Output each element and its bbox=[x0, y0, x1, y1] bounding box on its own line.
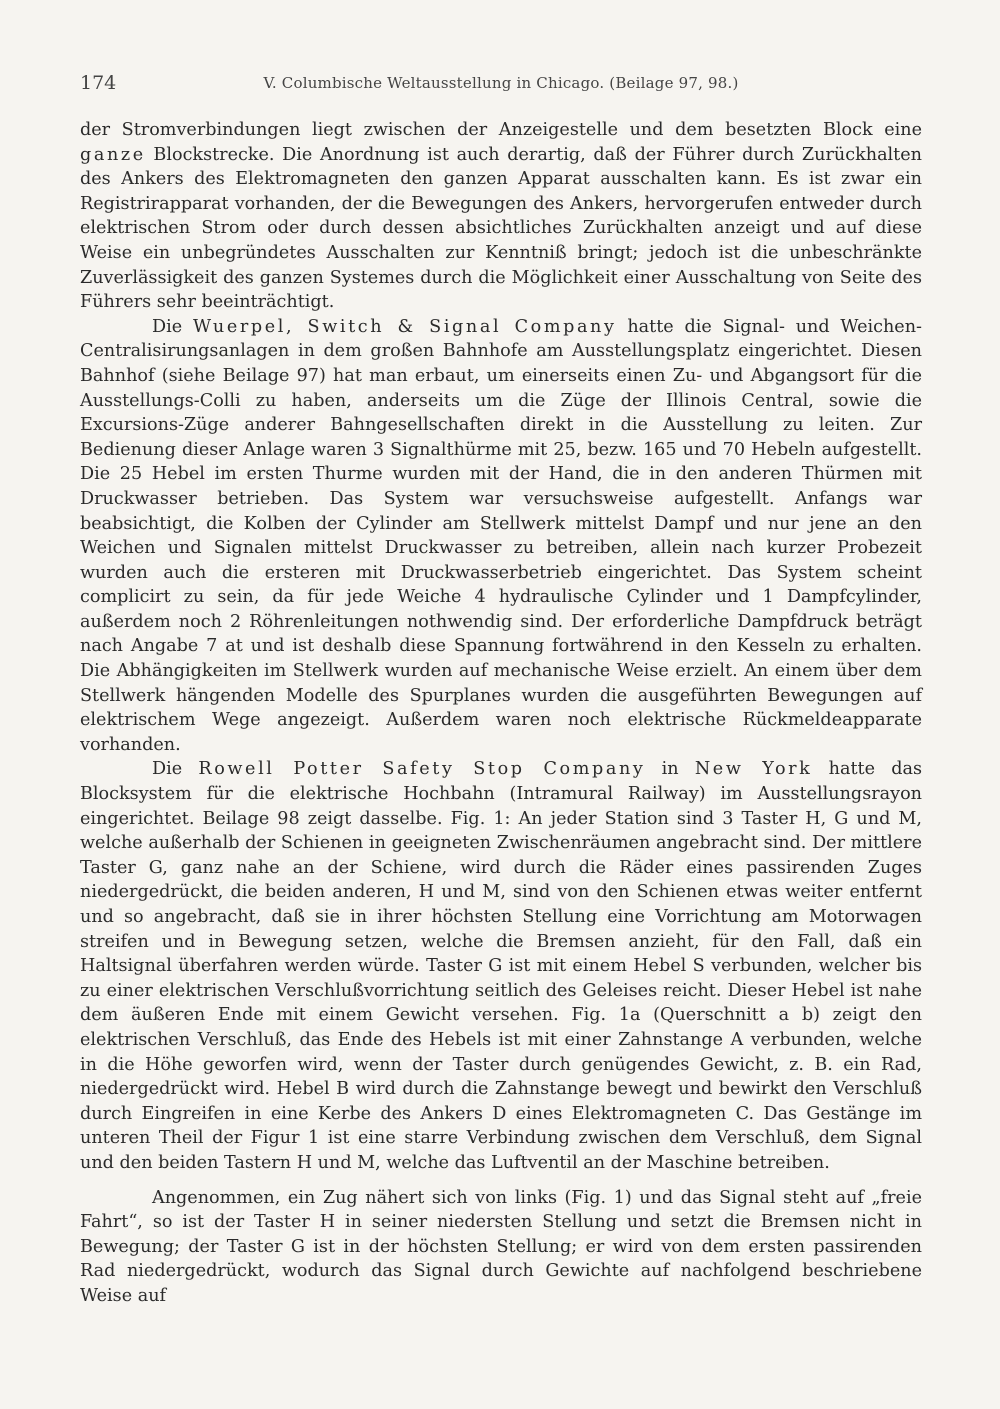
text-run: Blockstrecke. Die Anordnung ist auch derartig, daß der Führer durch Zurückhalten des Ankers des Elektromagneten den ganzen Apparat ausschalten kann. Es ist zwar ein Registrirapparat vorhanden, der die Bewegungen des Ankers, hervorgerufen entweder durch elektrischen Strom oder durch dessen absichtliches Zurückhalten anzeigt und auf diese Weise ein unbegründetes Ausschalten zur Kenntniß bringt; jedoch ist die unbeschränkte Zuverlässigkeit des ganzen Systemes durch die Möglichkeit einer Ausschaltung von Seite des Führers sehr beeinträchtigt. bbox=[80, 144, 922, 313]
paragraph-2 bbox=[80, 315, 922, 758]
text-run: hatte die Signal- und Weichen-Centralisirungsanlagen in dem großen Bahnhofe am Ausstellungsplatz eingerichtet. Diesen Bahnhof (siehe Beilage 97) hat man erbaut, um einerseits einen Zu- und Abgangsort für die Ausstellungs-Colli zu haben, anderseits um die Züge der Illinois Central, sowie die Excursions-Züge anderer Bahngesellschaften direkt in die Ausstellung zu leiten. Zur Bedienung dieser Anlage waren 3 Signalthürme mit 25, bezw. 165 und 70 Hebeln aufgestellt. Die 25 Hebel im ersten Thurme wurden mit der Hand, die in den anderen Thürmen mit Druckwasser betrieben. Das System war versuchsweise aufgestellt. Anfangs war beabsichtigt, die Kolben der Cylinder am Stellwerk mittelst Dampf und nur jene an den Weichen und Signalen mittelst Druckwasser zu betreiben, allein nach kurzer Probezeit wurden auch die ersteren mit Druckwasserbetrieb eingerichtet. Das System scheint complicirt zu sein, da für jede Weiche 4 hydraulische Cylinder und 1 Dampfcylinder, außerdem noch 2 Röhrenleitungen nothwendig sind. Der erforderliche Dampfdruck beträgt nach Angabe 7 at und ist deshalb diese Spannung fortwährend in den Kesseln zu erhalten. Die Abhängigkeiten im Stellwerk wurden auf mechanische Weise erzielt. An einem über dem Stellwerk hängenden Modelle des Spurplanes wurden die ausgeführten Bewegungen auf elektrischem Wege angezeigt. Außerdem waren noch elektrische Rückmeldeapparate vorhanden. bbox=[80, 316, 922, 755]
running-title: V. Columbische Weltausstellung in Chicago. (Beilage 97, 98.) bbox=[263, 74, 739, 92]
page-header bbox=[80, 72, 922, 98]
company-name: Wuerpel, Switch & Signal Company bbox=[192, 316, 617, 337]
page-number: 174 bbox=[80, 72, 117, 94]
paragraph-1 bbox=[80, 118, 922, 315]
text-run: in bbox=[645, 759, 695, 780]
text-run: Die bbox=[152, 759, 199, 780]
text-run: der Stromverbindungen liegt zwischen der Anzeigestelle und dem besetzten Block eine bbox=[80, 120, 922, 140]
text-run: Angenommen, ein Zug nähert sich von links (Fig. 1) und das Signal steht auf „freie Fahrt“, so ist der Taster H in seiner niedersten Stellung und setzt die Bremsen nicht in Bewegung; der Taster G ist in der höchsten Stellung; er wird von dem ersten passirenden Rad niedergedrückt, wodurch das Signal durch Gewichte auf nachfolgend beschriebene Weise auf bbox=[80, 1187, 922, 1306]
company-name: Rowell Potter Safety Stop Company bbox=[198, 759, 646, 780]
body-text bbox=[80, 118, 922, 1309]
city-name: New York bbox=[694, 759, 813, 780]
text-run: hatte das Blocksystem für die elektrische Hochbahn (Intramural Railway) im Ausstellungsrayon eingerichtet. Beilage 98 zeigt dasselbe. Fig. 1: An jeder Station sind 3 Taster H, G und M, welche außerhalb der Schienen in geeigneten Zwischenräumen angebracht sind. Der mittlere Taster G, ganz nahe an der Schiene, wird durch die Räder eines passirenden Zuges niedergedrückt, die beiden anderen, H und M, sind von den Schienen etwas weiter entfernt und so angebracht, daß sie in ihrer höchsten Stellung eine Vorrichtung am Motorwagen streifen und in Bewegung setzen, welche die Bremsen anzieht, für den Fall, daß ein Haltsignal überfahren werden würde. Taster G ist mit einem Hebel S verbunden, welcher bis zu einer elektrischen Verschlußvorrichtung seitlich des Geleises reicht. Dieser Hebel ist nahe dem äußeren Ende mit einem Gewicht versehen. Fig. 1a (Querschnitt a b) zeigt den elektrischen Verschluß, das Ende des Hebels ist mit einer Zahnstange A verbunden, welche in die Höhe geworfen wird, wenn der Taster durch genügendes Gewicht, z. B. ein Rad, niedergedrückt wird. Hebel B wird durch die Zahnstange bewegt und bewirkt den Verschluß durch Eingreifen in eine Kerbe des Ankers D eines Elektromagneten C. Das Gestänge im unteren Theil der Figur 1 ist eine starre Verbindung zwischen dem Verschluß, dem Signal und den beiden Tastern H und M, welche das Luftventil an der Maschine betreiben. bbox=[80, 759, 922, 1173]
paragraph-3 bbox=[80, 757, 922, 1175]
emphasized-text: ganze bbox=[80, 144, 146, 165]
paragraph-4 bbox=[80, 1186, 922, 1309]
text-run: Die bbox=[152, 316, 193, 337]
